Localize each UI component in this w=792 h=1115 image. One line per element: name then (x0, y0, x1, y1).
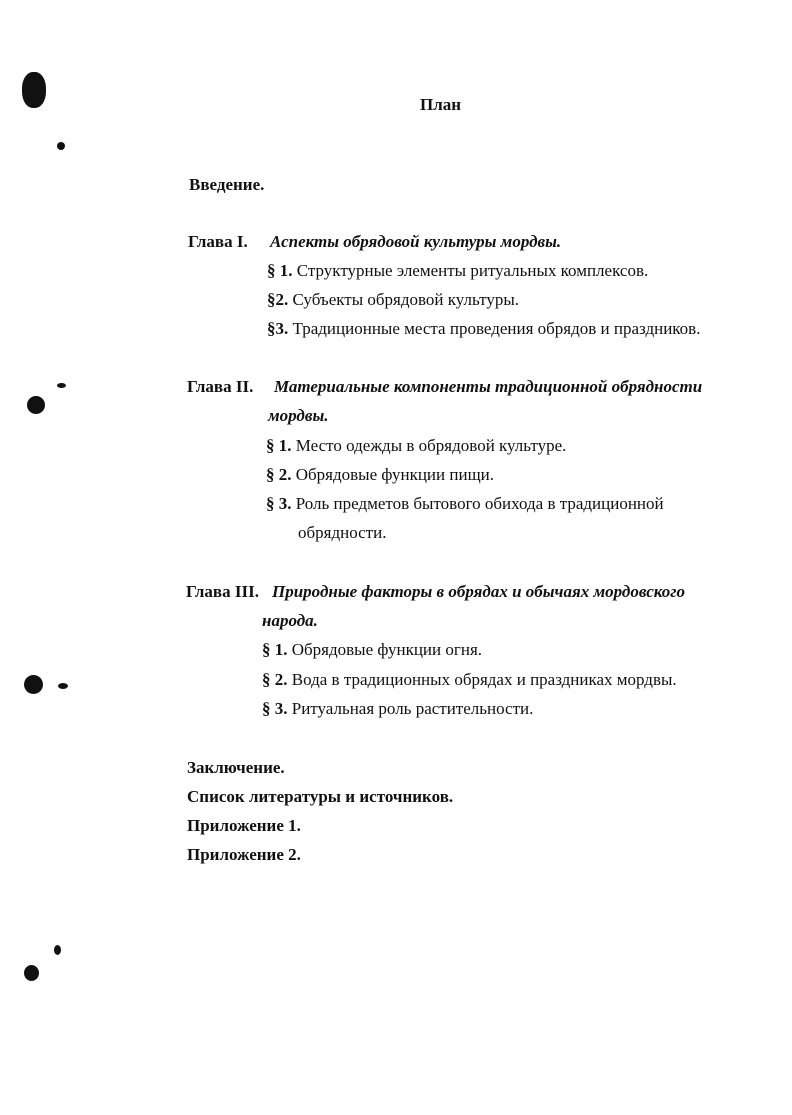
section-number: § 2. (266, 465, 292, 484)
appendix-1-heading: Приложение 1. (187, 816, 301, 835)
section-text: Роль предметов бытового обихода в традиционной (295, 494, 664, 513)
section-text: Обрядовые функции огня. (291, 640, 483, 659)
section-number: § 3. (266, 494, 292, 513)
chapter-3-label: Глава III. (186, 582, 259, 601)
chapter-3-title-line-2: народа. (262, 611, 318, 630)
chapter-1-section-3 (267, 319, 700, 339)
section-number: §3. (267, 319, 289, 338)
section-number: § 1. (267, 261, 293, 280)
section-text: Традиционные места проведения обрядов и праздников. (292, 319, 701, 338)
chapter-3-title-line-1: Природные факторы в обрядах и обычаях мордовского (272, 582, 685, 601)
chapter-1-label: Глава I. (188, 232, 248, 251)
scan-speck (24, 965, 39, 981)
chapter-1-title: Аспекты обрядовой культуры мордвы. (270, 232, 562, 251)
scan-speck (27, 396, 45, 414)
bibliography-heading: Список литературы и источников. (187, 787, 454, 806)
chapter-3-section-2 (262, 670, 677, 690)
scan-speck (24, 675, 43, 694)
chapter-2-label: Глава II. (187, 377, 254, 396)
appendix-2-heading: Приложение 2. (187, 845, 301, 864)
section-number: § 2. (262, 670, 288, 689)
section-number: §2. (267, 290, 289, 309)
scan-speck (54, 945, 61, 955)
chapter-3-section-3 (262, 699, 533, 719)
section-text: Ритуальная роль растительности. (291, 699, 534, 718)
section-text: Структурные элементы ритуальных комплексов. (296, 261, 649, 280)
scan-speck (57, 383, 66, 388)
chapter-2-section-2 (266, 465, 494, 485)
section-number: § 3. (262, 699, 288, 718)
chapter-3-section-1 (262, 640, 482, 660)
chapter-2-title-line-1: Материальные компоненты традиционной обрядности (274, 377, 703, 396)
section-text: Место одежды в обрядовой культуре. (295, 436, 567, 455)
chapter-2-section-3 (266, 494, 664, 514)
conclusion-heading: Заключение. (187, 758, 285, 777)
chapter-2-section-3-continued: обрядности. (298, 523, 387, 542)
section-text: Вода в традиционных обрядах и праздниках мордвы. (291, 670, 677, 689)
scan-speck (57, 142, 65, 150)
scan-speck (22, 72, 46, 108)
section-text: Обрядовые функции пищи. (295, 465, 495, 484)
chapter-1-section-1 (267, 261, 648, 281)
chapter-1-section-2 (267, 290, 519, 310)
section-number: § 1. (266, 436, 292, 455)
page-title: План (420, 95, 462, 114)
intro-heading: Введение. (189, 175, 265, 194)
chapter-2-section-1 (266, 436, 566, 456)
chapter-2-title-line-2: мордвы. (268, 406, 329, 425)
section-number: § 1. (262, 640, 288, 659)
section-text: Субъекты обрядовой культуры. (292, 290, 520, 309)
scan-speck (58, 683, 68, 689)
